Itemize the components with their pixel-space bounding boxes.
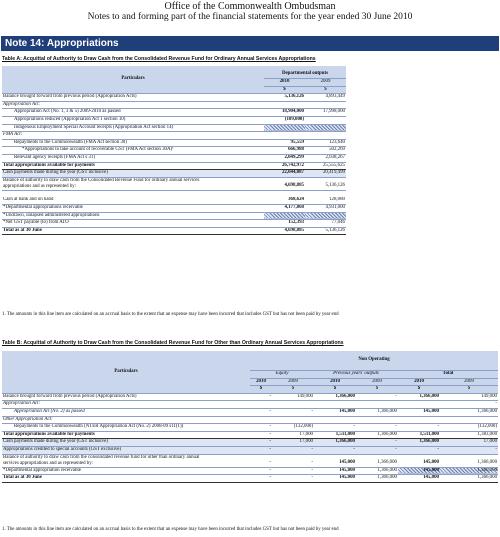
hatched-cell [305, 212, 346, 220]
table-b-prev-header: Previous years' outputs [314, 371, 398, 379]
table-a [2, 66, 346, 235]
note-title-bar: Note 14: Appropriations [1, 36, 499, 51]
org-name: Office of the Commonwealth Ombudsman [164, 1, 336, 12]
table-b-total-header: Total [398, 371, 498, 379]
table-row: Balance of authority to draw cash from the Consolidated Revenue Fund for ordinary annual services appropriations and as represented by: 4,698,885 5,136,126 [3, 178, 345, 189]
hatched-cell: 1,366,000 [440, 467, 498, 475]
table-row: Cash payments made during the year (GST inclusive) 22,044,087 20,419,499 [2, 170, 346, 178]
year-2009: 2009 [440, 378, 498, 386]
table-row: *Departmental appropriation receivable - - 145,000 1,366,000 145,000 1,366,000 [2, 467, 498, 475]
table-row: Total as at 30 June 4,698,885 5,136,126 [2, 227, 346, 235]
table-row: Total appropriations available for payments 26,742,972 25,555,625 [2, 162, 346, 170]
table-row: Repayments to the Commonwealth (FMA Act section 30) 95,559 123,640 [2, 139, 346, 147]
table-b-equity-header: Equity [250, 371, 314, 379]
table-row: Other Appropriation Act: [2, 416, 498, 424]
table-a-group-header: Departmental outputs [264, 66, 346, 79]
table-row: Appropriation Act (No. 2) as passed - - 145,000 1,366,000 145,000 1,366,000 [2, 408, 498, 416]
hatched-cell [305, 124, 346, 132]
hatched-cell [264, 212, 305, 220]
table-row: Appropriations reduced (Appropriation Act 1 section 10) (109,000) [2, 116, 346, 124]
year-2010: 2010 [314, 378, 356, 386]
table-row: FMA Act: [2, 132, 346, 140]
year-2010: 2010 [398, 378, 440, 386]
table-row: Total as at 30 June - - 145,000 1,366,000 145,000 1,366,000 [2, 475, 498, 483]
table-row: *Net GST payable (to) from ATO 152,393 77,046 [2, 220, 346, 228]
table-a-particulars-header: Particulars [2, 66, 264, 94]
unit: $ [314, 386, 356, 394]
table-row: Total appropriations available for payments - 17,000 1,511,000 1,366,000 1,511,000 1,383,000 [2, 431, 498, 439]
table-row: Balance of authority to draw cash from the consolidated revenue fund for other than ordinary annual services appropriations and as represented by: - - 145,000 1,366,000 145,000 1,366,000 [3, 454, 498, 466]
table-row: Appropriation Act (No. 1, 3 & 5) 2009-2010 as passed 18,904,000 17,998,000 [2, 109, 346, 117]
year-2009: 2009 [272, 378, 314, 386]
table-b [2, 351, 498, 483]
table-a-year-2009: 2009 [305, 79, 346, 87]
table-a-caption: Table A: Acquittal of Authority to Draw Cash from the Consolidated Revenue Fund for Ordinary Annual Services Appropriations [2, 56, 316, 62]
table-row: *Appropriations to take account of recoverable GST (FMA Act section 30A)¹ 666,988 502,269 [2, 147, 346, 155]
table-b-group-header: Non Operating [250, 351, 498, 371]
table-b-particulars-header: Particulars [2, 351, 250, 393]
table-row: Repayments to the Commonwealth (NTER Appropriation Act (No. 2) 2008-09 s11(1)) - (132,000) - - - (132,000) [2, 424, 498, 432]
hatched-cell: 145,000 [398, 467, 440, 475]
unit: $ [440, 386, 498, 394]
table-row: Relevant agency receipts (FMA Act s 31) 2,049,299 2,038,267 [2, 154, 346, 162]
hatched-cell [264, 124, 305, 132]
table-row: Indigenous Employment Special Account receipts (Appropriation Act section 14) [2, 124, 346, 132]
table-row: Balance brought forward from previous period (Appropriation Acts) 5,136,126 4,893,449 [2, 94, 346, 102]
year-2009: 2009 [356, 378, 398, 386]
table-row: Appropriations credited to special accounts (GST exclusive) - - - - - - [2, 446, 498, 454]
table-row: Appropriation Act: [2, 101, 346, 109]
table-a-year-2010: 2010 [264, 79, 305, 87]
unit: $ [250, 386, 272, 394]
unit: $ [356, 386, 398, 394]
table-row: *Departmental appropriations receivable 4,177,868 4,931,000 [2, 204, 346, 212]
year-2010: 2010 [250, 378, 272, 386]
table-row: Cash payments made during the year (GST inclusive) - 17,000 1,366,000 - 1,366,000 17,000 [2, 439, 498, 447]
table-row: *Undrawn, unlapsed administered appropriations [2, 212, 346, 220]
unit: $ [272, 386, 314, 394]
table-a-footnote: 1. The amounts in this line item are calculated on an accrual basis to the extent that an expense may have been incurred that includes GST but has not been paid by year end [2, 312, 339, 317]
table-a-unit: $ [264, 86, 305, 94]
page-header [0, 0, 500, 23]
unit: $ [398, 386, 440, 394]
report-subtitle: Notes to and forming part of the financial statements for the year ended 30 June 2010 [87, 12, 413, 22]
table-row: Balance brought forward from previous period (Appropriation Acts) - 149,000 1,366,000 - 1,366,000 149,000 [2, 393, 498, 401]
table-row: Appropriation Act: - [2, 401, 498, 409]
table-b-caption: Table B: Acquittal of Authority to Draw Cash from the Consolidated Revenue Fund for Other than Ordinary Annual Services Appropriations [2, 340, 344, 346]
table-a-unit: $ [305, 86, 346, 94]
table-row: Cash at bank and on hand 368,624 128,080 [2, 197, 346, 204]
table-b-footnote: 1. The amounts in this line item are calculated on an accrual basis to the extent that an expense may have been incurred that includes GST but has not been paid by year end [2, 527, 339, 532]
